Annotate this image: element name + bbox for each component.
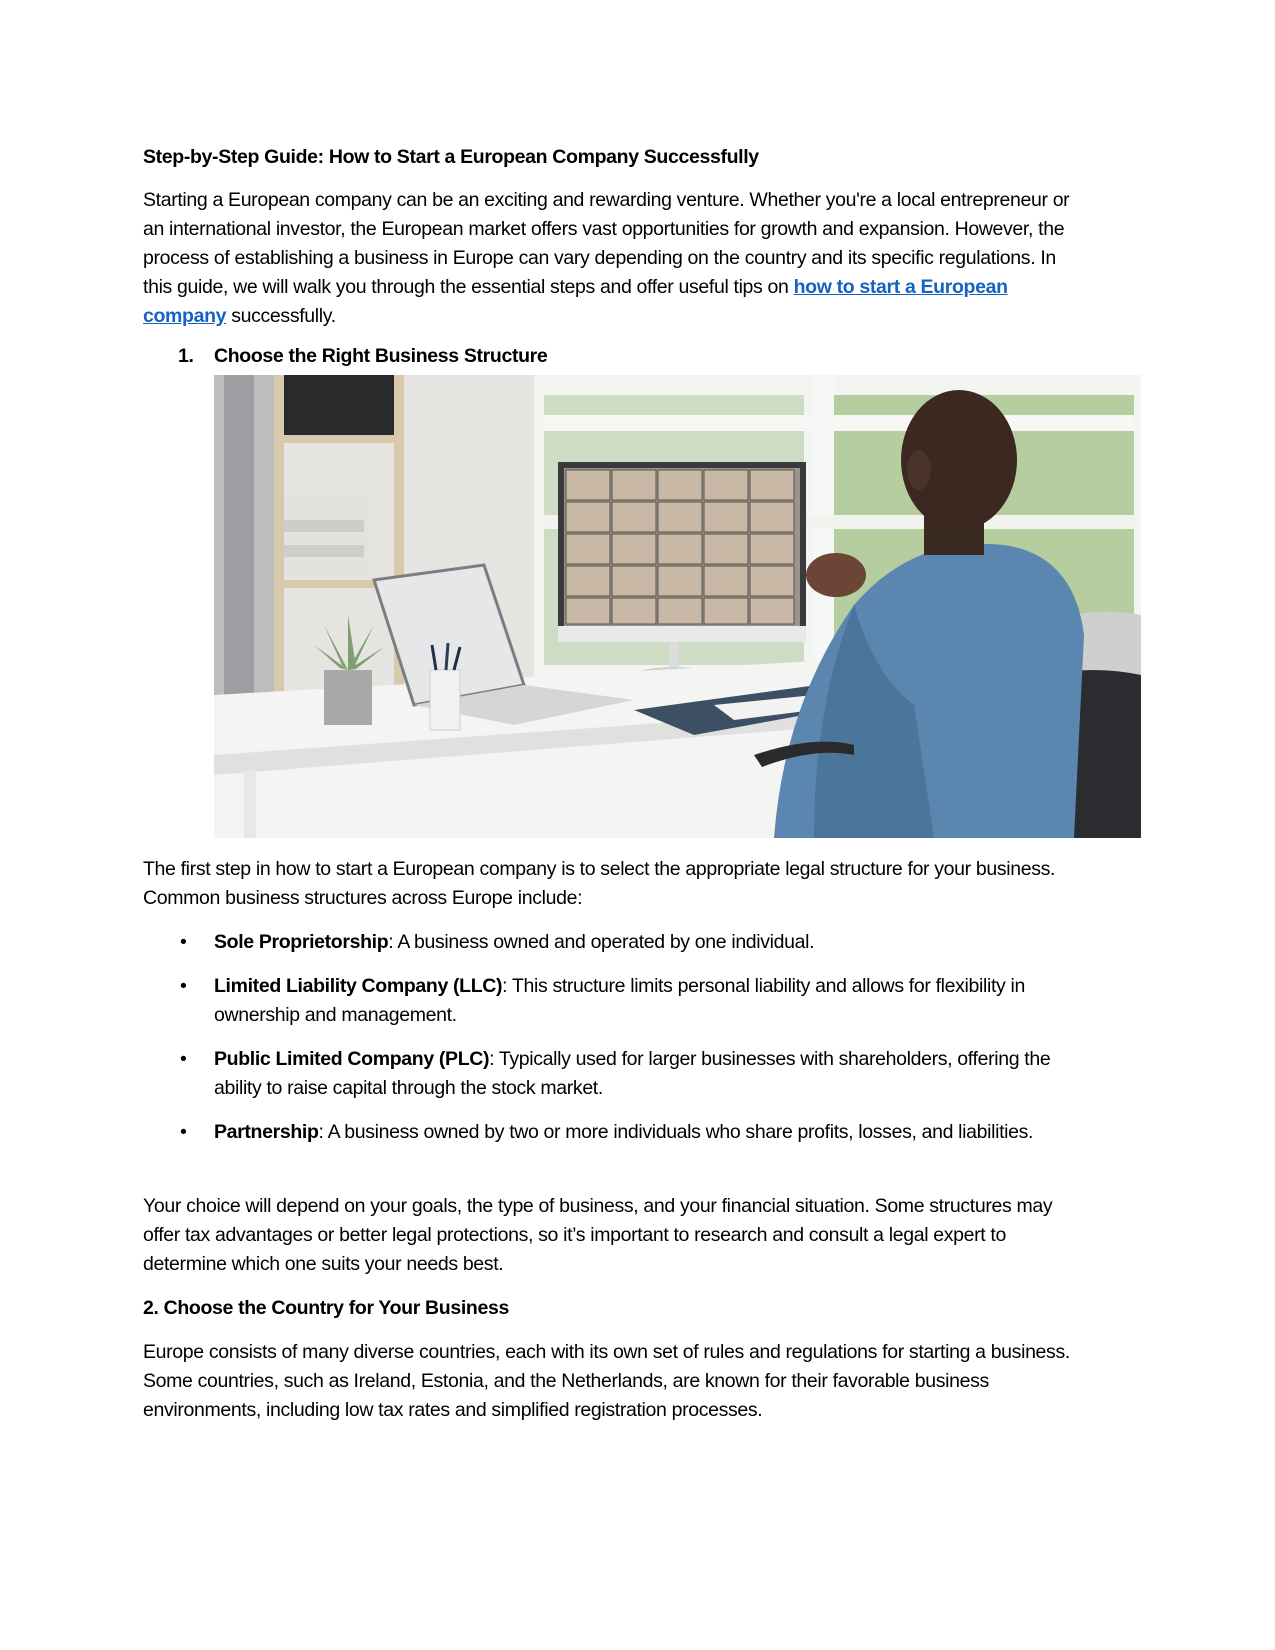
section1-number: 1. [178,345,194,367]
list-item-partnership [143,1118,1083,1147]
section1-closing: Your choice will depend on your goals, the type of business, and your financial situation. Some structures may offer tax advantages or better legal protections, so it’s important to research and consult a legal expert to determine which one suits your needs best. [143,1195,1053,1275]
bullet-icon: • [180,1121,187,1143]
list-item-llc [143,972,1083,1030]
list-item-desc: : A business owned by two or more individuals who share profits, losses, and liabilities. [318,1121,1034,1143]
photo-illustration [214,375,1141,838]
list-item-desc: : A business owned and operated by one individual. [388,931,815,953]
section1-paragraph: The first step in how to start a European company is to select the appropriate legal structure for your business. Common business structures across Europe include: [143,858,1056,909]
document-title: Step-by-Step Guide: How to Start a European Company Successfully [143,146,759,168]
section2-heading: 2. Choose the Country for Your Business [143,1297,509,1319]
intro-text-end: successfully. [226,305,336,327]
list-item-term: Sole Proprietorship [214,931,389,953]
list-item-term: Partnership [214,1121,319,1143]
list-item-plc [143,1045,1083,1103]
list-item-term: Public Limited Company (PLC) [214,1048,490,1070]
list-item-desc: : Typically used for larger businesses with shareholders, offering the ability to raise capital through the stock market. [214,1048,1051,1099]
video-conference-photo [214,375,1141,838]
bullet-icon: • [180,975,187,997]
intro-paragraph [143,186,1083,331]
list-item-term: Limited Liability Company (LLC) [214,975,503,997]
section1-heading: Choose the Right Business Structure [214,345,548,367]
section2-paragraph: Europe consists of many diverse countries, each with its own set of rules and regulations for starting a business. Some countries, such as Ireland, Estonia, and the Netherlands, are known for their favorable business environments, including low tax rates and simplified registration processes. [143,1341,1070,1421]
business-structures-list [143,928,1083,1162]
list-item-sole-proprietorship [143,928,1083,957]
bullet-icon: • [180,931,187,953]
bullet-icon: • [180,1048,187,1070]
intro-text: Starting a European company can be an exciting and rewarding venture. Whether you're a local entrepreneur or an international investor, the European market offers vast opportunities for growth and expansion. However, the process of establishing a business in Europe can vary depending on the country and its specific regulations. In this guide, we will walk you through the essential steps and offer useful tips on [143,189,1070,298]
how-to-start-link[interactable]: how to start a European company [143,276,1008,327]
list-item-desc: : This structure limits personal liability and allows for flexibility in ownership and management. [214,975,1025,1026]
